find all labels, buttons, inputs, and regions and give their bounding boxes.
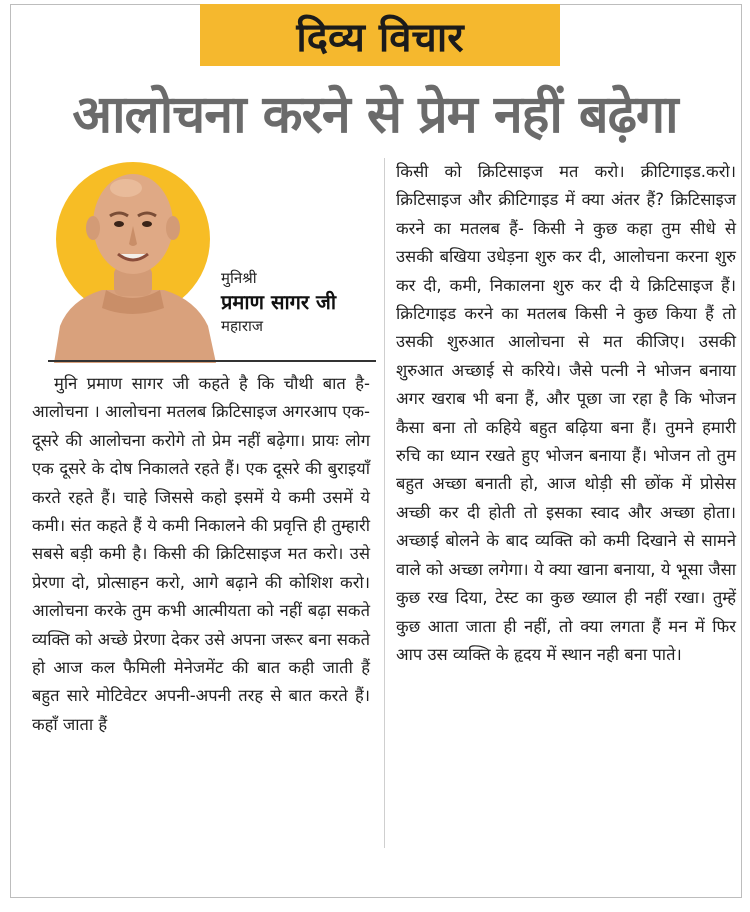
article-body-right-column: किसी को क्रिटिसाइज मत करो। क्रीटिगाइड.करो। क्रिटिसाइज और क्रीटिगाइड में क्या अंतर हैं? क्रिटिसाइज करने का मतलब हैं- किसी ने कुछ कहा तुम सीधे से उसकी बखिया उधेड़ना शुरु कर दी, आलोचना करना शुरु कर दी, कमी, निकालना शुरु कर दी ये क्रिटिसाइज हैं। क्रिटिगाइड करने का मतलब किसी ने कुछ किया हैं तो उसकी शुरुआत आलोचना से मत कीजिए। उसकी शुरुआत अच्छाई से करिये। जैसे पत्नी ने भोजन बनाया अगर खराब भी बना हैं, और पूछा जा रहा है कि भोजन कैसा बना तो कहिये बहुत बढ़िया बना हैं। तुमने हमारी रुचि का ध्यान रखते हुए भोजन बनाया हैं। भोजन तो तुम बहुत अच्छा बनाती हो, आज थोड़ी सी छोंक में प्रोसेस अच्छी कर दी होती तो इसका स्वाद और अच्छा होता। अच्छाई बोलने के बाद व्यक्ति को कमी दिखाने से सामने वाले को अच्छा लगेगा। ये क्या खाना बनाया, ये भूसा जैसा कुछ रख दिया, टेस्ट का कुछ ख्याल ही नहीं रखा। तुम्हें कुछ आता जाता ही नहीं, तो क्या लगता हैं मन में फिर आप उस व्यक्ति के हृदय में स्थान नही बना पाते। [396,162,736,664]
monk-portrait-icon [46,158,221,363]
column-divider [384,158,385,848]
section-banner [200,4,560,66]
author-byline [221,266,336,338]
section-title: दिव्य विचार [296,14,464,61]
author-suffix: महाराज [221,317,263,335]
byline-divider [48,360,376,362]
author-name: प्रमाण सागर जी [221,290,337,314]
article-body-left-column: मुनि प्रमाण सागर जी कहते है कि चौथी बात है- आलोचना । आलोचना मतलब क्रिटिसाइज अगरआप एक-दूसरे की आलोचना करोगे तो प्रेम नहीं बढ़ेगा। प्रायः लोग एक दूसरे के दोष निकालते रहते हैं। एक दूसरे की बुराइयाँ करते रहते हैं। चाहे जिससे कहो इसमें ये कमी उसमें ये कमी। संत कहते हैं ये कमी निकालने की प्रवृत्ति ही तुम्हारी सबसे बड़ी कमी है। किसी की क्रिटिसाइज मत करो। उसे प्रेरणा दो, प्रोत्साहन करो, आगे बढ़ाने की कोशिश करो। आलोचना करके तुम कभी आत्मीयता को नहीं बढ़ा सकते व्यक्ति को अच्छे प्रेरणा देकर उसे अपना जरूर बना सकते हो आज कल फैमिली मेनेजमेंट की बात कही जाती हैं बहुत सारे मोटिवेटर अपनी-अपनी तरह से बात करते हैं। कहाँ जाता हैं [32,374,371,734]
author-prefix: मुनिश्री [221,269,257,287]
author-block [46,158,376,363]
article-headline: आलोचना करने से प्रेम नहीं बढ़ेगा [72,85,678,145]
